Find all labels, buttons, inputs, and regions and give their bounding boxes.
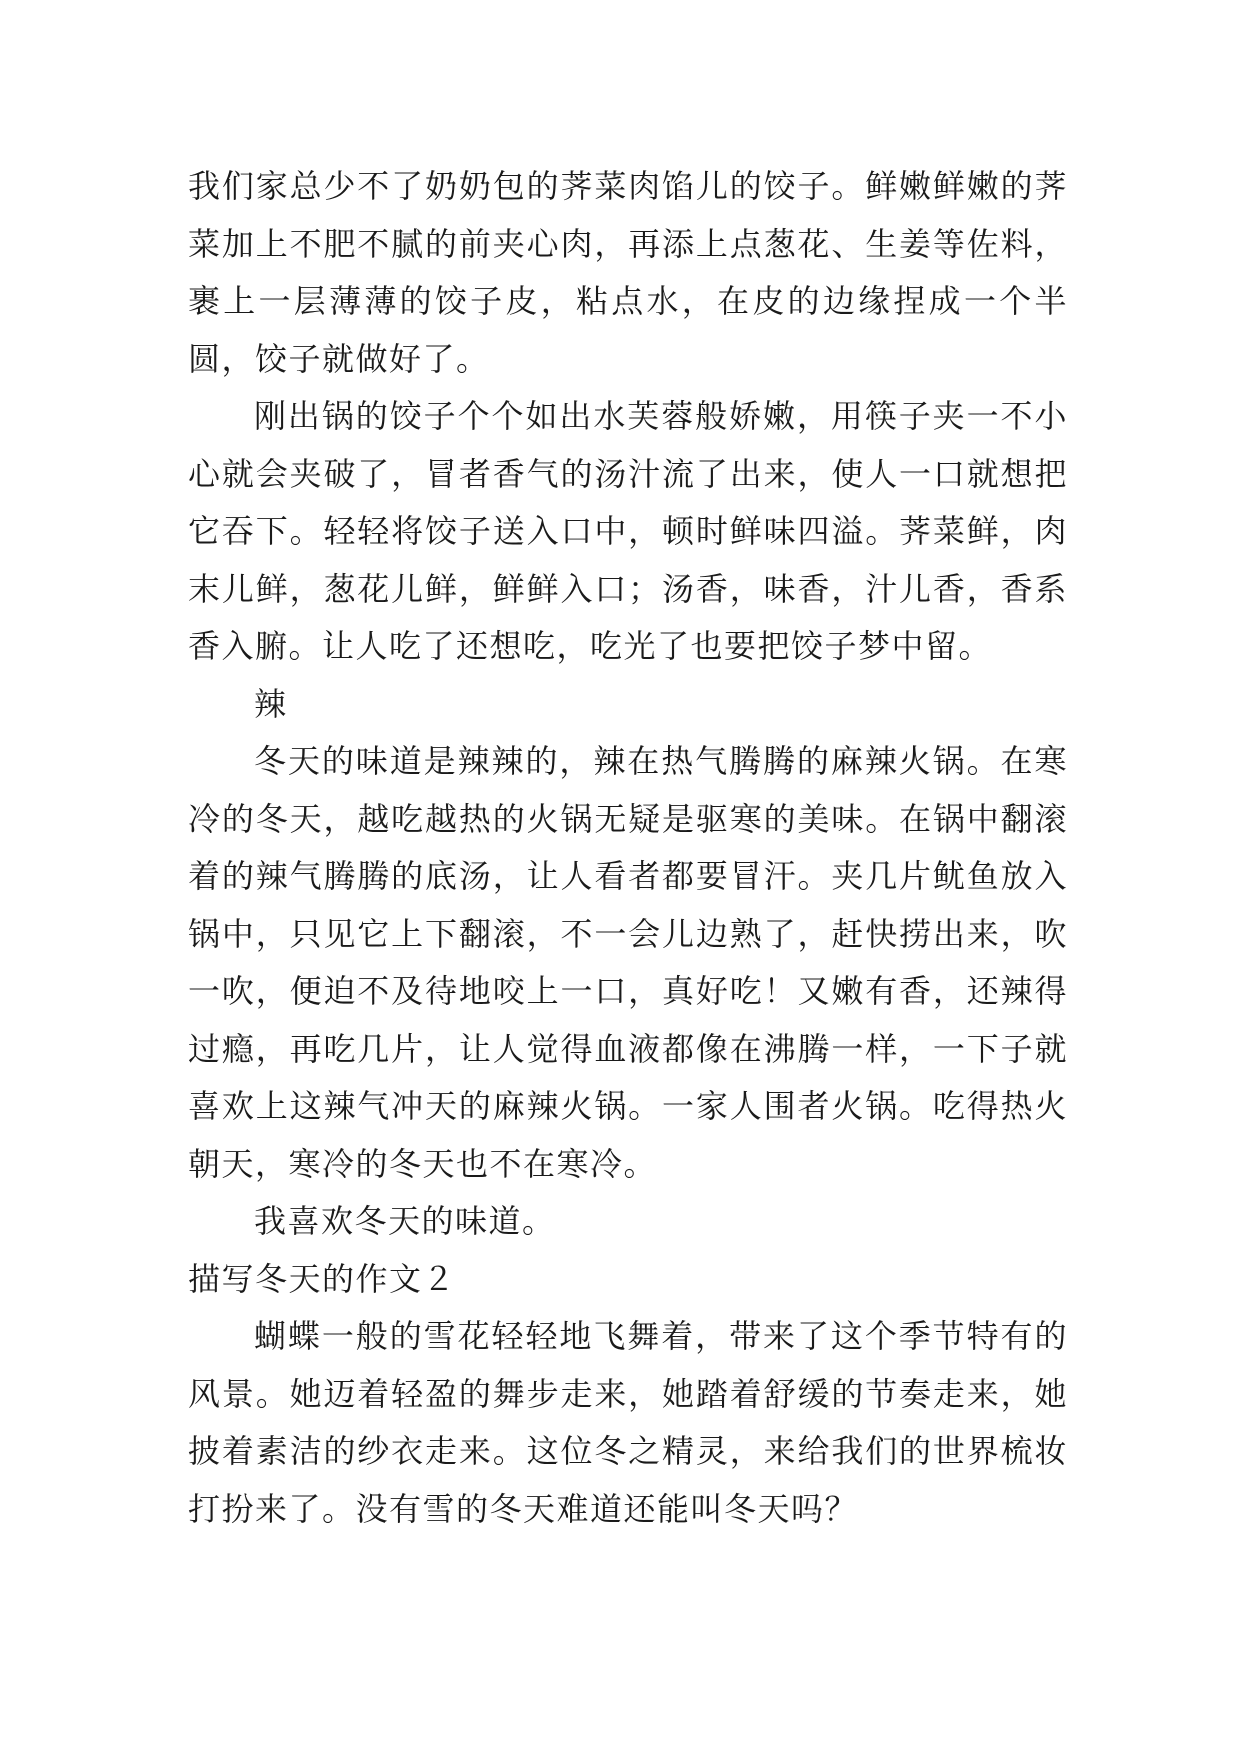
paragraph-dumplings-filling: 我们家总少不了奶奶包的荠菜肉馅儿的饺子。鲜嫩鲜嫩的荠菜加上不肥不腻的前夹心肉，再添上点葱花、生姜等佐料，裹上一层薄薄的饺子皮，粘点水，在皮的边缘捏成一个半圆，饺子就做好了。 — [188, 167, 1068, 378]
paragraph-hotpot: 冬天的味道是辣辣的，辣在热气腾腾的麻辣火锅。在寒冷的冬天，越吃越热的火锅无疑是驱寒的美味。在锅中翻滚着的辣气腾腾的底汤，让人看者都要冒汗。夹几片鱿鱼放入锅中，只见它上下翻滚，不一会儿边熟了，赶快捞出来，吹一吹，便迫不及待地咬上一口，真好吃！又嫩有香，还辣得过瘾，再吃几片，让人觉得血液都像在沸腾一样，一下子就喜欢上这辣气冲天的麻辣火锅。一家人围者火锅。吃得热火朝天，寒冷的冬天也不在寒冷。 — [188, 742, 1068, 1183]
paragraph-snowflakes: 蝴蝶一般的雪花轻轻地飞舞着，带来了这个季节特有的风景。她迈着轻盈的舞步走来，她踏着舒缓的节奏走来，她披着素洁的纱衣走来。这位冬之精灵，来给我们的世界梳妆打扮来了。没有雪的冬天难道还能叫冬天吗？ — [188, 1317, 1068, 1528]
section-label-spicy: 辣 — [254, 684, 288, 723]
essay-title-2: 描写冬天的作文２ — [188, 1259, 457, 1298]
paragraph-conclusion: 我喜欢冬天的味道。 — [254, 1202, 556, 1240]
document-page — [188, 158, 1068, 1538]
paragraph-dumplings-taste: 刚出锅的饺子个个如出水芙蓉般娇嫩，用筷子夹一不小心就会夹破了，冒者香气的汤汁流了出来，使人一口就想把它吞下。轻轻将饺子送入口中，顿时鲜味四溢。荠菜鲜，肉末儿鲜，葱花儿鲜，鲜鲜入口；汤香，味香，汁儿香，香系香入腑。让人吃了还想吃，吃光了也要把饺子梦中留。 — [188, 397, 1068, 665]
